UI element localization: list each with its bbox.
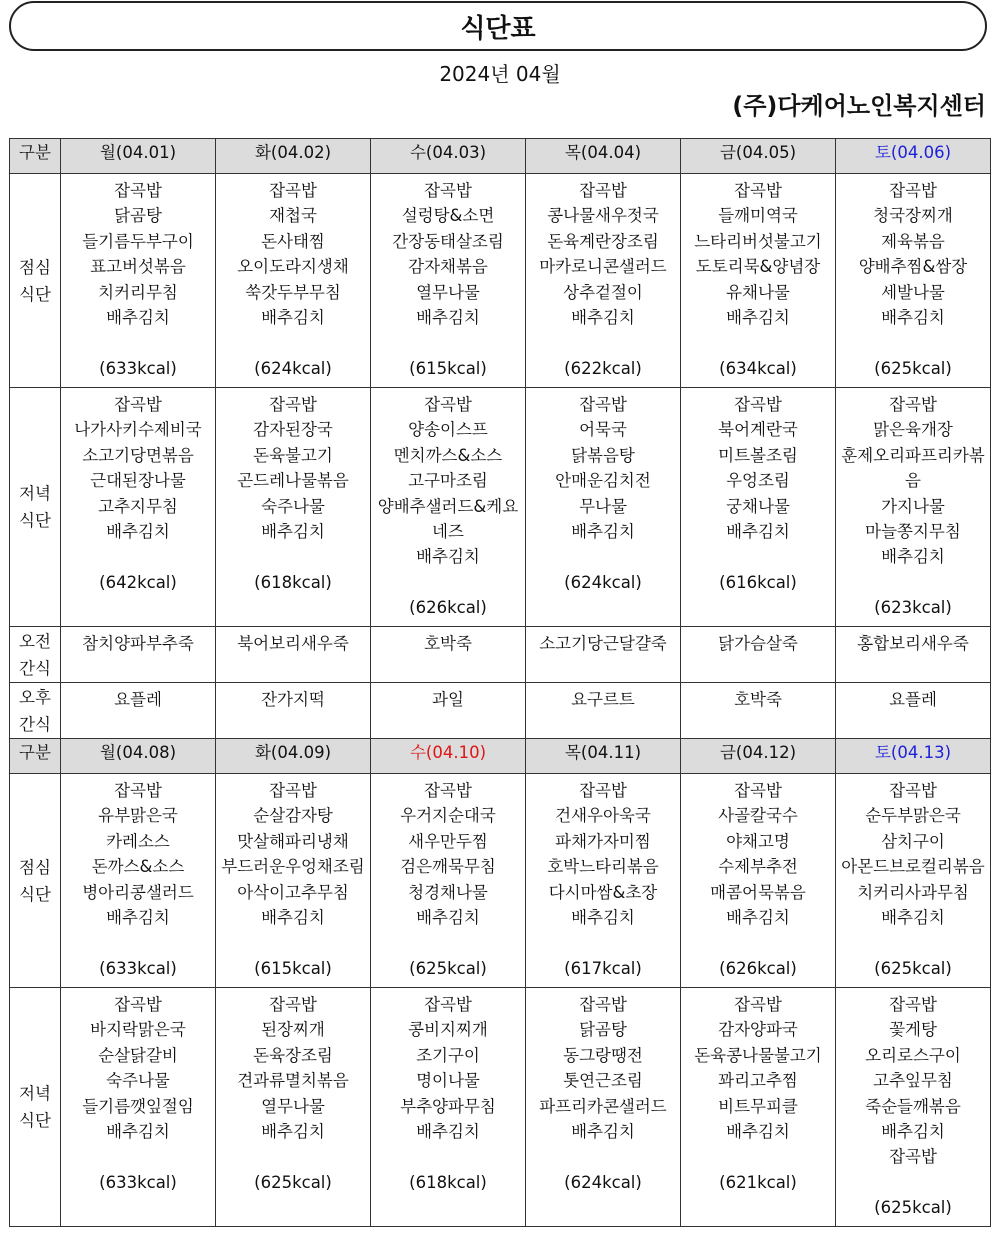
menu-items xyxy=(216,174,370,381)
dinner-label xyxy=(10,388,61,627)
menu-item: 쑥갓두부무침 xyxy=(245,282,341,302)
menu-item: 제육볶음 xyxy=(881,231,945,251)
menu-item: 다시마쌈&초장 xyxy=(548,882,658,902)
menu-item: 수제부추전 xyxy=(718,857,798,877)
menu-item: 배추김치 xyxy=(571,1121,635,1141)
menu-item: 배추김치 xyxy=(571,521,635,541)
dinner-row xyxy=(10,988,991,1227)
kcal-value: (625kcal) xyxy=(254,1172,332,1192)
lunch-row xyxy=(10,174,991,388)
lunch-cell xyxy=(526,774,681,988)
menu-item: 잡곡밥 xyxy=(889,181,937,200)
menu-items xyxy=(836,174,990,381)
menu-item: 파채가자미찜 xyxy=(555,831,651,851)
day-header: 화(04.09) xyxy=(216,739,371,774)
menu-item: 음 xyxy=(905,471,921,491)
menu-item: 배추김치 xyxy=(106,307,170,327)
row-label-line: 오전 xyxy=(19,631,51,651)
menu-item: 숙주나물 xyxy=(106,1071,170,1091)
menu-item: 훈제오리파프리카볶 xyxy=(841,445,985,465)
lunch-cell xyxy=(371,174,526,388)
am-snack-cell xyxy=(216,627,371,683)
menu-item: 맛살해파리냉채 xyxy=(237,831,349,851)
menu-item: 열무나물 xyxy=(416,282,480,302)
kcal-value: (624kcal) xyxy=(254,358,332,378)
menu-items xyxy=(371,774,525,981)
menu-item: 콩비지찌개 xyxy=(408,1020,488,1040)
menu-item: 배추김치 xyxy=(106,907,170,927)
menu-item: 표고버섯볶음 xyxy=(90,257,186,277)
menu-item: 콩나물새우젓국 xyxy=(547,206,659,226)
row-label-line: 점심 xyxy=(19,857,51,877)
row-label-line: 저녁 xyxy=(19,1084,51,1103)
kcal-value: (624kcal) xyxy=(564,1172,642,1192)
menu-item: 고추잎무침 xyxy=(873,1071,953,1091)
menu-item: 잡곡밥 xyxy=(889,995,937,1014)
menu-items xyxy=(371,174,525,381)
dinner-cell xyxy=(526,388,681,627)
kcal-value: (625kcal) xyxy=(409,958,487,978)
menu-item: 명이나물 xyxy=(416,1071,480,1091)
menu-item: 오리로스구이 xyxy=(865,1045,961,1065)
menu-item: 잡곡밥 xyxy=(114,395,162,414)
kcal-value: (633kcal) xyxy=(99,358,177,378)
menu-items xyxy=(681,174,835,381)
snack-item: 소고기당근달걀죽 xyxy=(539,634,667,653)
menu-item: 마카로니콘샐러드 xyxy=(539,257,667,277)
menu-item: 재첩국 xyxy=(269,206,317,226)
menu-items xyxy=(216,988,370,1195)
day-header: 금(04.05) xyxy=(681,139,836,174)
menu-items xyxy=(836,388,990,621)
menu-item: 곤드레나물볶음 xyxy=(237,471,349,491)
menu-items xyxy=(371,988,525,1195)
menu-item: 어묵국 xyxy=(579,420,627,440)
day-header: 화(04.02) xyxy=(216,139,371,174)
menu-items xyxy=(681,774,835,981)
menu-item: 잡곡밥 xyxy=(889,1147,937,1167)
dinner-row xyxy=(10,388,991,627)
dinner-cell xyxy=(216,988,371,1227)
menu-item: 잡곡밥 xyxy=(114,995,162,1014)
menu-items xyxy=(836,774,990,981)
kcal-value: (642kcal) xyxy=(99,572,177,592)
menu-item: 무나물 xyxy=(579,496,627,516)
menu-item: 배추김치 xyxy=(726,521,790,541)
menu-item: 잡곡밥 xyxy=(734,181,782,200)
menu-item: 돈사태찜 xyxy=(261,231,325,251)
menu-item: 배추김치 xyxy=(106,521,170,541)
menu-item: 부드러운우엉채조림 xyxy=(221,857,365,877)
lunch-cell xyxy=(836,174,991,388)
menu-item: 아삭이고추무침 xyxy=(237,882,349,902)
row-label-line: 점심 xyxy=(19,257,51,277)
month-label: 2024년 04월 xyxy=(439,62,561,86)
row-label-line: 식단 xyxy=(19,284,51,304)
snack-item: 참치양파부추죽 xyxy=(82,634,194,653)
dinner-cell xyxy=(681,388,836,627)
am-snack-cell xyxy=(526,627,681,683)
snack-item: 잔가지떡 xyxy=(261,690,325,709)
menu-item: 유부맑은국 xyxy=(98,806,178,826)
menu-item: 순두부맑은국 xyxy=(865,806,961,826)
pm-snack-row xyxy=(10,683,991,739)
am-snack-label xyxy=(10,627,61,683)
menu-items xyxy=(61,774,215,981)
menu-item: 배추김치 xyxy=(416,307,480,327)
menu-item: 배추김치 xyxy=(261,307,325,327)
snack-item: 과일 xyxy=(432,690,464,709)
dinner-cell xyxy=(61,988,216,1227)
day-header: 금(04.12) xyxy=(681,739,836,774)
menu-item: 죽순들깨볶음 xyxy=(865,1096,961,1116)
am-snack-cell xyxy=(371,627,526,683)
menu-item: 건새우아욱국 xyxy=(555,806,651,826)
header-row xyxy=(10,139,991,174)
kcal-value: (626kcal) xyxy=(409,598,487,618)
menu-item: 잡곡밥 xyxy=(269,781,317,800)
menu-item: 돈까스&소스 xyxy=(91,857,185,877)
menu-item: 치커리무침 xyxy=(98,282,178,302)
menu-item: 닭곰탕 xyxy=(114,206,162,226)
pm-snack-cell xyxy=(61,683,216,739)
menu-item: 닭곰탕 xyxy=(579,1020,627,1040)
menu-item: 나가사키수제비국 xyxy=(74,420,202,440)
lunch-cell xyxy=(216,174,371,388)
menu-item: 호박느타리볶음 xyxy=(547,857,659,877)
kcal-value: (633kcal) xyxy=(99,958,177,978)
snack-item: 닭가슴살죽 xyxy=(718,634,798,653)
menu-item: 배추김치 xyxy=(571,307,635,327)
menu-item: 양송이스프 xyxy=(408,420,488,440)
menu-item: 잡곡밥 xyxy=(579,995,627,1014)
menu-item: 배추김치 xyxy=(881,1121,945,1141)
menu-item: 배추김치 xyxy=(261,1121,325,1141)
menu-item: 잡곡밥 xyxy=(114,181,162,200)
kcal-value: (634kcal) xyxy=(719,358,797,378)
menu-item: 잡곡밥 xyxy=(889,395,937,414)
category-header: 구분 xyxy=(10,139,61,174)
menu-items xyxy=(216,774,370,981)
menu-item: 감자채볶음 xyxy=(408,257,488,277)
menu-item: 야채고명 xyxy=(726,831,790,851)
kcal-value: (618kcal) xyxy=(409,1172,487,1192)
title-box xyxy=(9,1,987,51)
menu-item: 돈육장조림 xyxy=(253,1045,333,1065)
kcal-value: (623kcal) xyxy=(874,598,952,618)
dinner-cell xyxy=(61,388,216,627)
menu-item: 우엉조림 xyxy=(726,471,790,491)
snack-item: 북어보리새우죽 xyxy=(237,634,349,653)
menu-item: 북어계란국 xyxy=(718,420,798,440)
lunch-label xyxy=(10,774,61,988)
lunch-label xyxy=(10,174,61,388)
row-label-line: 오후 xyxy=(19,687,51,707)
header-row xyxy=(10,739,991,774)
dinner-cell xyxy=(681,988,836,1227)
menu-item: 아몬드브로컬리볶음 xyxy=(841,857,985,877)
kcal-value: (615kcal) xyxy=(409,358,487,378)
menu-item: 잡곡밥 xyxy=(734,781,782,800)
menu-item: 고구마조림 xyxy=(408,471,488,491)
menu-item: 양배추샐러드&케요 xyxy=(377,496,519,516)
organization-name: (주)다케어노인복지센터 xyxy=(732,92,986,120)
menu-items xyxy=(681,988,835,1195)
menu-item: 배추김치 xyxy=(881,307,945,327)
menu-item: 잡곡밥 xyxy=(734,995,782,1014)
menu-item: 잡곡밥 xyxy=(424,181,472,200)
menu-item: 돈육계란장조림 xyxy=(547,231,659,251)
menu-item: 잡곡밥 xyxy=(114,781,162,800)
menu-item: 열무나물 xyxy=(261,1096,325,1116)
menu-item: 배추김치 xyxy=(106,1121,170,1141)
menu-item: 배추김치 xyxy=(726,907,790,927)
menu-item: 견과류멸치볶음 xyxy=(237,1071,349,1091)
kcal-value: (615kcal) xyxy=(254,958,332,978)
menu-items xyxy=(526,388,680,595)
menu-item: 잡곡밥 xyxy=(579,395,627,414)
menu-item: 잡곡밥 xyxy=(269,181,317,200)
am-snack-row xyxy=(10,627,991,683)
row-label-line: 식단 xyxy=(19,884,51,904)
menu-item: 배추김치 xyxy=(881,907,945,927)
am-snack-cell xyxy=(61,627,216,683)
menu-item: 청국장찌개 xyxy=(873,206,953,226)
menu-item: 유채나물 xyxy=(726,282,790,302)
pm-snack-cell xyxy=(681,683,836,739)
kcal-value: (625kcal) xyxy=(874,958,952,978)
menu-item: 궁채나물 xyxy=(726,496,790,516)
menu-item: 파프리카콘샐러드 xyxy=(539,1096,667,1116)
kcal-value: (622kcal) xyxy=(564,358,642,378)
menu-item: 잡곡밥 xyxy=(889,781,937,800)
menu-item: 들깨미역국 xyxy=(718,206,798,226)
menu-item: 삼치구이 xyxy=(881,831,945,851)
menu-item: 미트볼조림 xyxy=(718,445,798,465)
menu-item: 조기구이 xyxy=(416,1045,480,1065)
menu-item: 배추김치 xyxy=(416,1121,480,1141)
kcal-value: (626kcal) xyxy=(719,958,797,978)
menu-item: 숙주나물 xyxy=(261,496,325,516)
menu-item: 양배추찜&쌈장 xyxy=(858,257,968,277)
menu-item: 톳연근조림 xyxy=(563,1071,643,1091)
menu-item: 배추김치 xyxy=(726,1121,790,1141)
menu-item: 동그랑땡전 xyxy=(563,1045,643,1065)
kcal-value: (621kcal) xyxy=(719,1172,797,1192)
menu-item: 닭볶음탕 xyxy=(571,445,635,465)
menu-item: 잡곡밥 xyxy=(579,781,627,800)
menu-item: 순살감자탕 xyxy=(253,806,333,826)
day-header: 목(04.11) xyxy=(526,739,681,774)
meal-table xyxy=(9,138,991,1227)
menu-item: 감자양파국 xyxy=(718,1020,798,1040)
snack-item: 요플레 xyxy=(889,690,937,709)
dinner-cell xyxy=(371,388,526,627)
menu-item: 들기름깻잎절임 xyxy=(82,1096,194,1116)
day-header: 목(04.04) xyxy=(526,139,681,174)
lunch-cell xyxy=(61,774,216,988)
am-snack-cell xyxy=(836,627,991,683)
menu-item: 바지락맑은국 xyxy=(90,1020,186,1040)
category-header: 구분 xyxy=(10,739,61,774)
menu-item: 매콤어묵볶음 xyxy=(710,882,806,902)
menu-item: 상추겉절이 xyxy=(563,282,643,302)
menu-item: 잡곡밥 xyxy=(424,395,472,414)
menu-item: 된장찌개 xyxy=(261,1020,325,1040)
dinner-cell xyxy=(371,988,526,1227)
snack-item: 홍합보리새우죽 xyxy=(857,634,969,653)
page-title: 식단표 xyxy=(460,13,536,44)
kcal-value: (625kcal) xyxy=(874,358,952,378)
menu-item: 들기름두부구이 xyxy=(82,231,194,251)
menu-item: 근대된장나물 xyxy=(90,471,186,491)
kcal-value: (618kcal) xyxy=(254,572,332,592)
menu-item: 돈육불고기 xyxy=(253,445,333,465)
kcal-value: (617kcal) xyxy=(564,958,642,978)
menu-item: 비트무피클 xyxy=(718,1096,798,1116)
menu-items xyxy=(61,174,215,381)
menu-item: 소고기당면볶음 xyxy=(82,445,194,465)
menu-items xyxy=(526,774,680,981)
menu-item: 치커리사과무침 xyxy=(857,882,969,902)
menu-item: 느타리버섯불고기 xyxy=(694,231,822,251)
lunch-cell xyxy=(216,774,371,988)
kcal-value: (624kcal) xyxy=(564,572,642,592)
lunch-cell xyxy=(681,774,836,988)
menu-item: 돈육콩나물불고기 xyxy=(694,1045,822,1065)
menu-item: 배추김치 xyxy=(726,307,790,327)
lunch-cell xyxy=(836,774,991,988)
menu-item: 사골칼국수 xyxy=(718,806,798,826)
menu-items xyxy=(836,988,990,1221)
menu-item: 안매운김치전 xyxy=(555,471,651,491)
snack-item: 호박죽 xyxy=(424,634,472,653)
menu-item: 청경채나물 xyxy=(408,882,488,902)
menu-item: 꽃게탕 xyxy=(889,1020,937,1040)
day-header: 토(04.06) xyxy=(836,139,991,174)
lunch-cell xyxy=(526,174,681,388)
menu-item: 배추김치 xyxy=(571,907,635,927)
row-label-line: 식단 xyxy=(19,1111,51,1130)
menu-item: 배추김치 xyxy=(416,547,480,567)
lunch-cell xyxy=(61,174,216,388)
menu-item: 감자된장국 xyxy=(253,420,333,440)
menu-item: 잡곡밥 xyxy=(579,181,627,200)
row-label-line: 저녁 xyxy=(19,484,51,503)
pm-snack-cell xyxy=(526,683,681,739)
menu-item: 카레소스 xyxy=(106,831,170,851)
menu-items xyxy=(216,388,370,595)
row-label-line: 간식 xyxy=(19,714,51,734)
dinner-label xyxy=(10,988,61,1227)
menu-item: 간장동태살조림 xyxy=(392,231,504,251)
dinner-cell xyxy=(836,388,991,627)
menu-item: 맑은육개장 xyxy=(873,420,953,440)
menu-item: 배추김치 xyxy=(261,521,325,541)
dinner-cell xyxy=(526,988,681,1227)
dinner-cell xyxy=(216,388,371,627)
day-header: 수(04.10) xyxy=(371,739,526,774)
menu-item: 잡곡밥 xyxy=(269,395,317,414)
menu-item: 꽈리고추찜 xyxy=(718,1071,798,1091)
row-label-line: 식단 xyxy=(19,511,51,530)
pm-snack-label xyxy=(10,683,61,739)
menu-item: 도토리묵&양념장 xyxy=(695,257,821,277)
day-header: 토(04.13) xyxy=(836,739,991,774)
menu-item: 부추양파무침 xyxy=(400,1096,496,1116)
menu-item: 우거지순대국 xyxy=(400,806,496,826)
snack-item: 요구르트 xyxy=(571,690,635,709)
snack-item: 호박죽 xyxy=(734,690,782,709)
menu-items xyxy=(61,388,215,595)
pm-snack-cell xyxy=(216,683,371,739)
pm-snack-cell xyxy=(836,683,991,739)
lunch-row xyxy=(10,774,991,988)
menu-item: 네즈 xyxy=(432,521,464,541)
row-label-line: 간식 xyxy=(19,658,51,678)
menu-item: 잡곡밥 xyxy=(734,395,782,414)
menu-item: 새우만두찜 xyxy=(408,831,488,851)
menu-item: 배추김치 xyxy=(416,907,480,927)
menu-items xyxy=(526,174,680,381)
lunch-cell xyxy=(681,174,836,388)
menu-item: 설렁탕&소면 xyxy=(401,206,495,226)
lunch-cell xyxy=(371,774,526,988)
kcal-value: (633kcal) xyxy=(99,1172,177,1192)
menu-item: 잡곡밥 xyxy=(424,995,472,1014)
menu-items xyxy=(681,388,835,595)
menu-item: 가지나물 xyxy=(881,496,945,516)
menu-item: 고추지무침 xyxy=(98,496,178,516)
kcal-value: (616kcal) xyxy=(719,572,797,592)
menu-item: 배추김치 xyxy=(261,907,325,927)
menu-item: 검은깨묵무침 xyxy=(400,857,496,877)
kcal-value: (625kcal) xyxy=(874,1198,952,1218)
menu-item: 잡곡밥 xyxy=(424,781,472,800)
menu-items xyxy=(526,988,680,1195)
menu-item: 오이도라지생채 xyxy=(237,257,349,277)
day-header: 월(04.01) xyxy=(61,139,216,174)
am-snack-cell xyxy=(681,627,836,683)
menu-item: 멘치까스&소스 xyxy=(393,445,503,465)
menu-item: 병아리콩샐러드 xyxy=(82,882,194,902)
menu-item: 잡곡밥 xyxy=(269,995,317,1014)
menu-item: 배추김치 xyxy=(881,547,945,567)
menu-item: 순살닭갈비 xyxy=(98,1045,178,1065)
day-header: 수(04.03) xyxy=(371,139,526,174)
pm-snack-cell xyxy=(371,683,526,739)
menu-items xyxy=(371,388,525,621)
menu-item: 세발나물 xyxy=(881,282,945,302)
day-header: 월(04.08) xyxy=(61,739,216,774)
menu-items xyxy=(61,988,215,1195)
snack-item: 요플레 xyxy=(114,690,162,709)
menu-item: 마늘쫑지무침 xyxy=(865,521,961,541)
dinner-cell xyxy=(836,988,991,1227)
